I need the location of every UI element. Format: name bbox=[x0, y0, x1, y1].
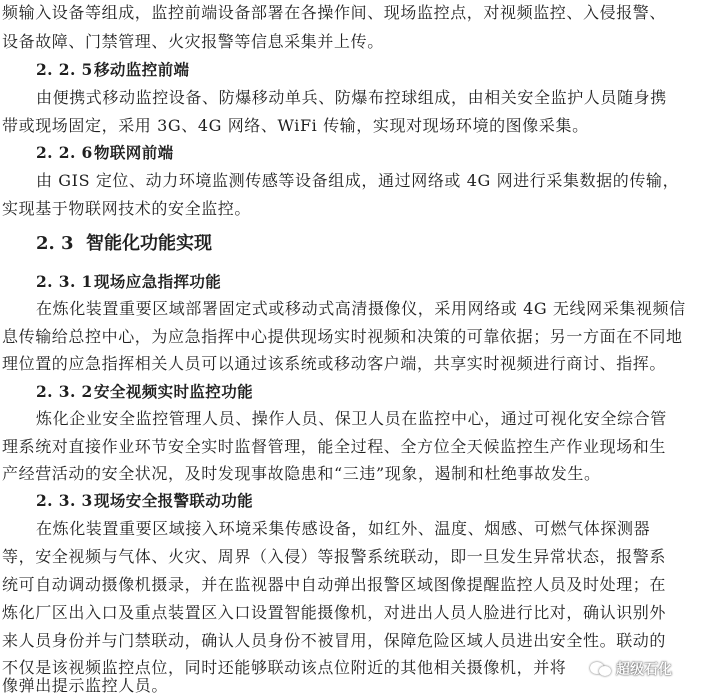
section-heading-2-2-5 bbox=[36, 59, 189, 81]
paragraph-line: 设备故障、门禁管理、火灾报警等信息采集并上传。 bbox=[2, 32, 384, 51]
section-heading-2-3 bbox=[36, 232, 212, 256]
section-number: 2. 3. 1 bbox=[36, 272, 93, 291]
section-number: 2. 3. 3 bbox=[36, 491, 93, 510]
paragraph-line: 理系统对直接作业环节安全实时监督管理，能全过程、全方位全天候监控生产作业现场和生 bbox=[2, 437, 667, 456]
paragraph-line: 炼化厂区出入口及重点装置区入口设置智能摄像机，对进出人员人脸进行比对，确认识别外 bbox=[2, 603, 667, 622]
paragraph-line: 实现基于物联网技术的安全监控。 bbox=[2, 199, 252, 218]
paragraph-line: 带或现场固定，采用 3G、4G 网络、WiFi 传输，实现对现场环境的图像采集。 bbox=[2, 116, 589, 135]
paragraph-line: 由便携式移动监控设备、防爆移动单兵、防爆布控球组成，由相关安全监护人员随身携 bbox=[36, 88, 667, 107]
wechat-icon bbox=[590, 660, 612, 678]
watermark bbox=[590, 655, 672, 683]
paragraph-line: 来人员身份并与门禁联动，确认人员身份不被冒用，保障危险区域人员进出安全性。联动的 bbox=[2, 631, 667, 650]
paragraph-line: 不仅是该视频监控点位，同时还能够联动该点位附近的其他相关摄像机，并将 bbox=[2, 658, 567, 677]
paragraph-line: 频输入设备等组成，监控前端设备部署在各操作间、现场监控点，对视频监控、入侵报警、 bbox=[2, 3, 667, 22]
section-heading-2-2-6 bbox=[36, 142, 174, 164]
section-title: 现场应急指挥功能 bbox=[94, 272, 222, 291]
section-title: 智能化功能实现 bbox=[86, 233, 212, 254]
paragraph-line: 统可自动调动摄像机摄录，并在监视器中自动弹出报警区域图像提醒监控人员及时处理；在 bbox=[2, 575, 667, 594]
watermark-text: 超级石化 bbox=[616, 662, 672, 678]
section-heading-2-3-1 bbox=[36, 271, 221, 293]
section-number: 2. 3. 2 bbox=[36, 382, 93, 401]
section-heading-2-3-3 bbox=[36, 490, 253, 512]
paragraph-line: 在炼化装置重要区域接入环境采集传感设备，如红外、温度、烟感、可燃气体探测器 bbox=[36, 519, 651, 538]
section-number: 2. 3 bbox=[36, 233, 74, 254]
section-number: 2. 2. 6 bbox=[36, 143, 93, 162]
section-number: 2. 2. 5 bbox=[36, 60, 93, 79]
paragraph-line: 息传输给总控中心，为应急指挥中心提供现场实时视频和决策的可靠依据；另一方面在不同地 bbox=[2, 327, 683, 346]
paragraph-line: 炼化企业安全监控管理人员、操作人员、保卫人员在监控中心，通过可视化安全综合管 bbox=[36, 409, 667, 428]
paragraph-line: 理位置的应急指挥相关人员可以通过该系统或移动客户端，共享实时视频进行商讨、指挥。 bbox=[2, 354, 667, 373]
section-title: 物联网前端 bbox=[94, 143, 174, 162]
section-title: 移动监控前端 bbox=[94, 60, 190, 79]
paragraph-line: 等，安全视频与气体、火灾、周界（入侵）等报警系统联动，即一旦发生异常状态，报警系 bbox=[2, 547, 667, 566]
section-heading-2-3-2 bbox=[36, 381, 253, 403]
paragraph-line: 在炼化装置重要区域部署固定式或移动式高清摄像仪，采用网络或 4G 无线网采集视频信 bbox=[36, 299, 686, 318]
section-title: 安全视频实时监控功能 bbox=[94, 382, 254, 401]
section-title: 现场安全报警联动功能 bbox=[94, 491, 254, 510]
paragraph-line: 产经营活动的安全状况，及时发现事故隐患和“三违”现象，遏制和杜绝事故发生。 bbox=[2, 464, 601, 483]
paragraph-line: 由 GIS 定位、动力环境监测传感等设备组成，通过网络或 4G 网进行采集数据的传输， bbox=[36, 171, 680, 190]
paragraph-line: 像弹出提示监控人员。 bbox=[2, 676, 169, 695]
